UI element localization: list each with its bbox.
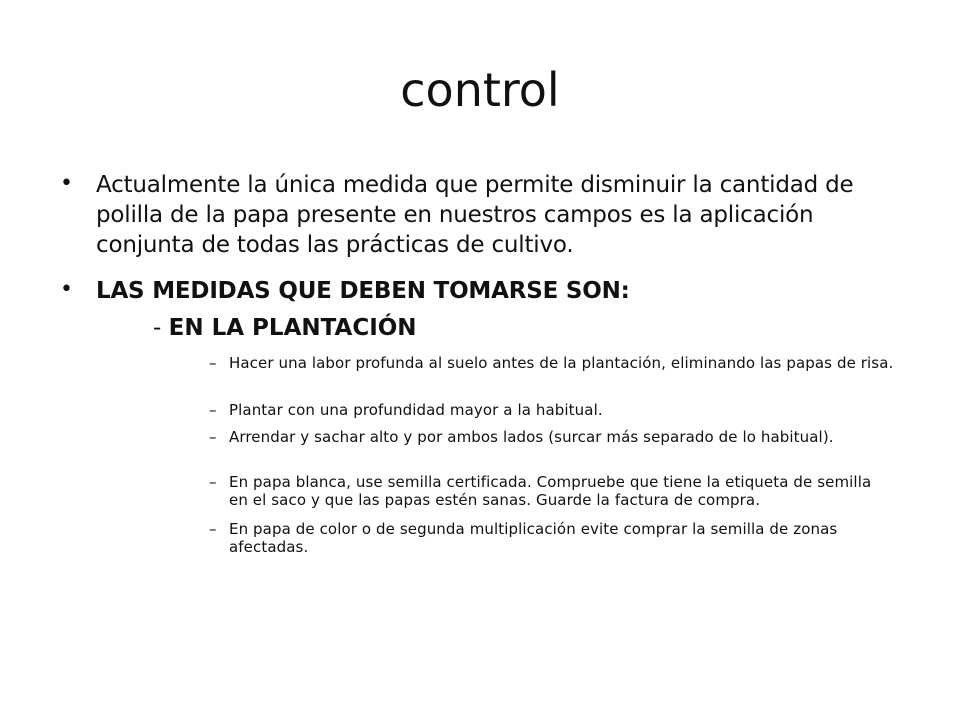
sub-item-text: Arrendar y sachar alto y por ambos lados (surcar más separado de lo habitual). bbox=[229, 428, 834, 446]
dash-marker: – bbox=[209, 401, 217, 419]
section-prefix: - bbox=[153, 315, 169, 341]
sub-item-text: Hacer una labor profunda al suelo antes de la plantación, eliminando las papas de risa. bbox=[229, 354, 894, 372]
section-heading-text: EN LA PLANTACIÓN bbox=[168, 315, 417, 341]
slide-title: control bbox=[400, 63, 560, 117]
dash-marker: – bbox=[209, 428, 217, 446]
bullet-marker: • bbox=[60, 277, 73, 302]
section-heading bbox=[153, 313, 417, 343]
sub-item-text: En papa de color o de segunda multiplicación evite comprar la semilla de zonas afectadas. bbox=[229, 520, 838, 556]
dash-marker: – bbox=[209, 520, 217, 538]
dash-marker: – bbox=[209, 354, 217, 372]
sub-item-text: Plantar con una profundidad mayor a la habitual. bbox=[229, 401, 603, 419]
bullet-marker: • bbox=[60, 171, 73, 196]
bullet-text: LAS MEDIDAS QUE DEBEN TOMARSE SON: bbox=[96, 278, 630, 304]
dash-marker: – bbox=[209, 473, 217, 491]
sub-item-text: En papa blanca, use semilla certificada. Compruebe que tiene la etiqueta de semilla en el saco y que las papas estén sanas. Guarde la factura de compra. bbox=[229, 473, 872, 509]
bullet-text: Actualmente la única medida que permite disminuir la cantidad de polilla de la papa presente en nuestros campos es la aplicación conjunta de todas las prácticas de cultivo. bbox=[96, 172, 854, 258]
